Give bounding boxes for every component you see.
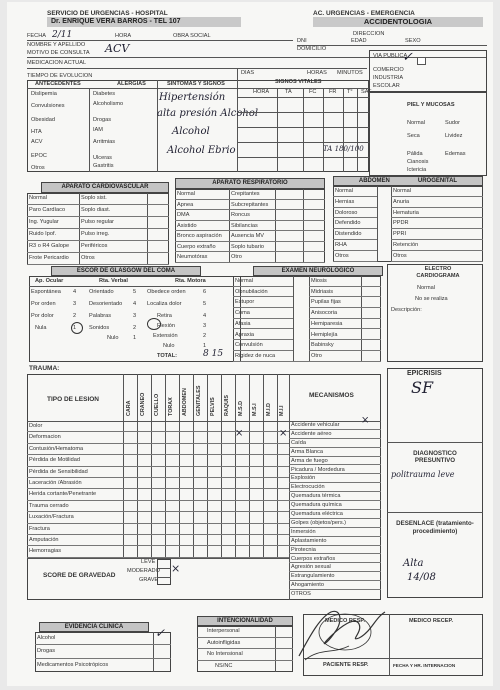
tipo-lesion-header: TIPO DE LESION — [47, 396, 100, 403]
glasgow-ocular-item: Espontánea — [31, 289, 61, 295]
cardio-title: APARATO CARDIOVASCULAR — [41, 182, 169, 193]
comercio-label: COMERCIO — [373, 67, 404, 73]
urogenital-item: PPRI — [391, 229, 483, 240]
neuro-item: Hemiplejía — [309, 330, 381, 341]
edad-label: EDAD — [351, 38, 367, 44]
cardio-item: Ing. Yugular — [27, 217, 79, 229]
mecanismo-row: Electrocución — [289, 483, 381, 492]
neuro-item: Afasia — [233, 319, 293, 330]
region-header: RAQUIS — [224, 395, 230, 416]
neuro-item: Anisocoria — [309, 308, 381, 319]
sv-col: TA — [285, 89, 292, 95]
lesion-row: Trauma cerrado — [27, 501, 289, 512]
mecanismo-row: Estrangulamiento — [289, 572, 381, 581]
glasgow-ocular-item: Por dolor — [31, 313, 54, 319]
hospital-service-title: SERVICIO DE URGENCIAS - HOSPITAL — [47, 10, 168, 17]
antecedente-item: EPOC — [31, 153, 47, 159]
intencionalidad-item: Autoinfligidas — [197, 638, 293, 650]
sv-col: T° — [347, 89, 353, 95]
trauma-title: TRAUMA: — [29, 365, 60, 372]
antecedente-item: Gastritis — [93, 163, 114, 169]
intencionalidad-item: NS/NC — [215, 662, 233, 669]
signature-image — [289, 598, 399, 664]
intencionalidad-item: No Intensional — [197, 649, 293, 661]
glasgow-motora-item: Localiza dolor — [147, 301, 182, 307]
cardio-item: Ruido Ipof. — [27, 229, 79, 241]
hora-label: HORA — [115, 33, 132, 39]
region-header: M.I.D — [266, 403, 272, 416]
lesion-row: Luxación/Fractura — [27, 512, 289, 523]
hand-desenlace: Alta — [403, 558, 424, 569]
neuro-item: Obnubilación — [233, 287, 293, 298]
score-level: LEVE — [141, 559, 156, 565]
glasgow-score: 3 — [203, 323, 207, 329]
resp-item: Normal — [175, 189, 229, 200]
glasgow-col: Rta. Verbal — [99, 278, 128, 284]
resp-item: Subcrepitantes — [229, 200, 325, 211]
urogenital-title: UROGENITAL — [417, 178, 458, 184]
glasgow-score: 1 — [73, 325, 77, 331]
piel-item: Edemas — [445, 151, 466, 157]
medico-resp-label: MEDICO RESP. — [325, 618, 365, 624]
via-publica-label: VIA PUBLICA — [373, 53, 408, 59]
fecha-internacion-label: FECHA Y HR. INTERNACION — [393, 663, 456, 668]
piel-item: Normal — [407, 120, 426, 126]
region-header: M.S.I — [252, 403, 258, 416]
mecanismo-row: Golpes (objetos/pers.) — [289, 519, 381, 528]
antecedente-item: Obesidad — [31, 117, 55, 123]
glasgow-verbal-item: Palabras — [89, 313, 112, 319]
resp-item: Cuerpo extraño — [175, 242, 229, 253]
glasgow-score: 5 — [203, 301, 207, 307]
mecanismo-row: Agresión sexual — [289, 563, 381, 572]
glasgow-verbal-item: Nulo — [107, 335, 119, 341]
glasgow-title: ESCOR DE GLASGOW DEL COMA — [51, 266, 201, 276]
mecanismo-row: Aplastamiento — [289, 537, 381, 546]
mecanismo-row: Accidente aéreo — [289, 430, 381, 439]
antecedentes-header: ANTECEDENTES — [35, 81, 81, 87]
piel-item: Cianosis — [407, 159, 429, 165]
glasgow-score: 6 — [203, 289, 207, 295]
intencionalidad-title: INTENCIONALIDAD — [197, 616, 293, 626]
right-column-box — [387, 368, 483, 598]
medicacion-label: MEDICACION ACTUAL — [27, 60, 87, 66]
glasgow-motora-item: Extensión — [153, 333, 178, 339]
urogenital-item: Retención — [391, 240, 483, 251]
direccion-label: DIRECCION — [353, 31, 385, 37]
neuro-item: Miosis — [309, 276, 381, 287]
glasgow-col: Rta. Motora — [175, 278, 206, 284]
piel-item: Seca — [407, 133, 420, 139]
dias-label: DIAS — [241, 70, 255, 76]
resp-item: Roncus — [229, 210, 325, 221]
glasgow-score: 2 — [73, 313, 77, 319]
hand-via-check: ✓ — [402, 50, 413, 65]
urogenital-item: Otros — [391, 251, 483, 262]
alergias-header: ALERGIAS — [117, 81, 146, 87]
region-header: CARA — [126, 400, 132, 416]
hand-sintoma: Hipertensión — [159, 92, 226, 103]
mecanismo-row: Inmersión — [289, 528, 381, 537]
score-level: MODERADO — [127, 568, 160, 574]
abdomen-urogenital-title — [333, 176, 483, 186]
neuro-item: Rigidez de nuca — [233, 351, 309, 362]
resp-item: Ausencia MV — [229, 231, 325, 242]
epicrisis-title: EPICRISIS — [407, 370, 442, 377]
sexo-label: SEXO — [405, 38, 421, 44]
antecedente-item: Convulsiones — [31, 103, 65, 109]
antecedente-item: Ulceras — [93, 155, 112, 161]
region-header: TORAX — [168, 397, 174, 416]
mecanismo-row: Cuerpos extraños — [289, 555, 381, 564]
lesion-row: Pérdida de Motilidad — [27, 455, 289, 466]
antecedente-item: ACV — [31, 139, 43, 145]
neuro-item: Otro — [309, 351, 381, 362]
piel-title: PIEL Y MUCOSAS — [407, 102, 455, 108]
glasgow-motora-item: Obedece orden — [147, 289, 186, 295]
abdomen-item: Doloroso — [333, 208, 377, 219]
hand-epicrisis: SF — [411, 378, 434, 397]
electro-item: No se realiza — [415, 296, 448, 302]
neuro-item: Babinsky — [309, 340, 381, 351]
abdomen-item: Otros — [333, 251, 377, 262]
urogenital-item: Anuria — [391, 197, 483, 208]
hand-circle — [71, 322, 83, 334]
neuro-item: Convulsión — [233, 340, 293, 351]
antecedente-item: Drogas — [93, 117, 112, 123]
resp-item: Apnea — [175, 200, 229, 211]
antecedente-item: Diabetes — [93, 91, 116, 97]
mecanismo-row: Ahogamiento — [289, 581, 381, 590]
cardio-item: Paro Cardíaco — [27, 205, 79, 217]
piel-item: Ictericia — [407, 167, 427, 173]
resp-item: Crepitantes — [229, 189, 325, 200]
sv-col: FC — [309, 89, 317, 95]
glasgow-score: 2 — [133, 325, 137, 331]
neuro-item: Midriasis — [309, 287, 381, 298]
glasgow-ocular-item: Nula — [35, 325, 47, 331]
hand-check-mark: ✓ — [155, 626, 166, 640]
neuro-item: Apraxia — [233, 330, 293, 341]
mecanismo-row: Explosión — [289, 474, 381, 483]
glasgow-score: 1 — [203, 343, 207, 349]
resp-item: Asistido — [175, 221, 229, 232]
glasgow-score: 3 — [73, 301, 77, 307]
hand-diagnostico: politrauma leve — [391, 470, 455, 479]
lesion-row: Dolor — [27, 421, 289, 432]
obra-social-label: OBRA SOCIAL — [173, 33, 211, 39]
neuro-item: Hemiparesia — [309, 319, 381, 330]
minutos-label: MINUTOS — [337, 70, 363, 76]
motivo-label: MOTIVO DE CONSULTA — [27, 50, 90, 56]
cardio-item: Soplo diast. — [79, 205, 169, 217]
glasgow-score: 4 — [133, 301, 137, 307]
lesion-row: Fractura — [27, 524, 289, 535]
neuro-title: EXAMEN NEUROLOGICO — [253, 266, 383, 276]
glasgow-verbal-item: Sonidos — [89, 325, 110, 331]
glasgow-motora-item: Nulo — [163, 343, 175, 349]
glasgow-motora-item: Retira — [157, 313, 172, 319]
cardio-item: Frote Pericardio — [27, 253, 79, 265]
abdomen-item: RHA — [333, 240, 377, 251]
escolar-label: ESCOLAR — [373, 83, 400, 89]
resp-item: Soplo tubario — [229, 242, 325, 253]
mecanismo-row: Caída — [289, 439, 381, 448]
electro-item: Descripción: — [391, 307, 422, 313]
region-header: GENITALES — [196, 385, 202, 416]
hand-desenlace: 14/08 — [407, 572, 436, 583]
evidencia-title: EVIDENCIA CLINICA — [39, 622, 149, 632]
glasgow-ocular-item: Por orden — [31, 301, 56, 307]
hand-x-mark: × — [171, 562, 181, 575]
dni-label: DNI — [297, 38, 307, 44]
neuro-item: Pupilas fijas — [309, 297, 381, 308]
antecedente-item: Dislipemia — [31, 91, 57, 97]
hand-circle — [147, 318, 161, 330]
domicilio-label: DOMICILIO — [297, 46, 327, 52]
glasgow-score: 4 — [203, 313, 207, 319]
hand-sintoma: alta presión Alcohol — [157, 108, 259, 119]
lesion-row: Amputación — [27, 535, 289, 546]
lesion-row: Deformacion — [27, 432, 289, 443]
urogenital-item: Normal — [391, 186, 483, 197]
urogenital-item: Hematuria — [391, 208, 483, 219]
desenlace-title: DESENLACE (tratamiento- procedimiento) — [396, 520, 474, 535]
respiratorio-title: APARATO RESPIRATORIO — [175, 178, 325, 189]
glasgow-total-value: 8 15 — [203, 349, 224, 359]
industria-label: INDUSTRIA — [373, 75, 404, 81]
antecedente-item: Alcoholismo — [93, 101, 124, 107]
cardio-item: Periféricos — [79, 241, 169, 253]
mecanismos-header: MECANISMOS — [309, 392, 354, 399]
resp-item: Otro — [229, 252, 325, 263]
form-area-title: AC. URGENCIAS - EMERGENCIA — [313, 10, 415, 17]
hand-sintoma: Alcohol Ebrio — [167, 145, 236, 156]
sv-col: SAT — [361, 89, 372, 95]
cardio-item: Normal — [27, 193, 79, 205]
piel-item: Sudor — [445, 120, 460, 126]
region-header: CUELLO — [154, 393, 160, 416]
abdomen-item: Normal — [333, 186, 377, 197]
glasgow-score: 5 — [133, 289, 137, 295]
score-level: GRAVE — [139, 577, 159, 583]
glasgow-score: 4 — [73, 289, 77, 295]
abdomen-item: Defendido — [333, 218, 377, 229]
sv-col: FR — [329, 89, 337, 95]
region-header: M.S.D — [238, 401, 244, 416]
glasgow-total-label: TOTAL: — [157, 353, 177, 359]
glasgow-col: Ap. Ocular — [35, 278, 64, 284]
mecanismo-row: Accidente vehicular — [289, 421, 381, 430]
mecanismo-row: Pirotecnia — [289, 546, 381, 555]
hand-x-mark: × — [361, 415, 370, 426]
form-area-subtitle: ACCIDENTOLOGIA — [313, 17, 483, 27]
lesion-row: Pérdida de Sensibilidad — [27, 467, 289, 478]
cardio-item: Otros — [79, 253, 169, 265]
urogenital-item: PPDR — [391, 218, 483, 229]
antecedente-item: HTA — [31, 129, 42, 135]
antecedente-item: Otros — [31, 165, 45, 171]
glasgow-score: 1 — [133, 335, 137, 341]
region-header: ABDOMEN — [182, 388, 188, 416]
resp-item: DMA — [175, 210, 229, 221]
medico-recep-label: MEDICO RECEP. — [409, 618, 454, 624]
emergency-form-page — [7, 2, 493, 686]
neuro-item: Estupor — [233, 297, 293, 308]
hand-fecha: 2/11 — [52, 30, 73, 40]
tiempo-label: TIEMPO DE EVOLUCION — [27, 73, 93, 79]
score-title: SCORE DE GRAVEDAD — [43, 572, 116, 579]
horas-label: HORAS — [307, 70, 327, 76]
evidencia-item: Medicamentos Psicotrópicos — [37, 661, 109, 668]
electro-item: Normal — [417, 285, 436, 291]
signos-vitales-title: SIGNOS VITALES — [275, 79, 322, 85]
hand-x-mark: × — [279, 428, 288, 439]
evidencia-item: Drogas — [35, 645, 171, 658]
cardio-item: Soplo sist. — [79, 193, 169, 205]
cardio-item: Pulso irreg. — [79, 229, 169, 241]
diagnostico-title: DIAGNOSTICO PRESUNTIVO — [413, 450, 457, 464]
mecanismo-row: Quemadura química — [289, 501, 381, 510]
lesion-row: Laceración /Abrasión — [27, 478, 289, 489]
electro-title: ELECTRO CARDIOGRAMA — [416, 266, 460, 279]
hand-vitals: TA 180/100 — [323, 145, 364, 153]
glasgow-verbal-item: Desorientado — [89, 301, 123, 307]
intencionalidad-item: Interpersonal — [197, 626, 293, 638]
neuro-item: Normal — [233, 276, 293, 287]
region-header: PELVIS — [210, 397, 216, 416]
region-header: CRANEO — [140, 392, 146, 416]
resp-item: Bronco aspiración — [175, 231, 229, 242]
abdomen-title: ABDOMEN — [358, 178, 390, 184]
neuro-item: Coma — [233, 308, 293, 319]
mecanismo-row: Quemadura eléctrica — [289, 510, 381, 519]
mecanismo-row: Arma Blanca — [289, 448, 381, 457]
cardio-item: Pulso regular — [79, 217, 169, 229]
hospital-name: Dr. ENRIQUE VERA BARROS - TEL 107 — [47, 17, 241, 27]
nombre-label: NOMBRE Y APELLIDO — [27, 42, 86, 48]
score-checkboxes[interactable] — [157, 559, 171, 585]
piel-item: Lividez — [445, 133, 463, 139]
mecanismo-row: Picadura / Mordedura — [289, 466, 381, 475]
evidencia-item: Alcohol — [35, 632, 171, 645]
glasgow-score: 3 — [133, 313, 137, 319]
lesion-row: Hemorragias — [27, 546, 289, 557]
glasgow-score: 2 — [203, 333, 207, 339]
via-publica-checkbox[interactable] — [417, 57, 426, 65]
abdomen-item: Distendido — [333, 229, 377, 240]
glasgow-motora-item: Flexión — [157, 323, 176, 329]
sintomas-header: SINTOMAS Y SIGNOS — [167, 81, 225, 87]
antecedente-item: IAM — [93, 127, 103, 133]
fecha-label: FECHA — [27, 33, 46, 39]
mecanismo-row: OTROS — [291, 591, 311, 598]
cardio-item: R3 o R4 Galope — [27, 241, 79, 253]
region-header: M.I.I — [279, 405, 285, 416]
resp-item: Neumotórax — [175, 252, 229, 263]
sv-col: HORA — [253, 89, 270, 95]
piel-item: Pálida — [407, 151, 423, 157]
antecedente-item: Arritmias — [93, 139, 116, 145]
mecanismo-row: Arma de fuego — [289, 457, 381, 466]
mecanismo-row: Quemadura térmica — [289, 492, 381, 501]
lesion-row: Herida cortante/Penetrante — [27, 489, 289, 500]
hand-sintoma: Alcohol — [172, 126, 210, 137]
paciente-resp-label: PACIENTE RESP. — [323, 662, 369, 668]
resp-item: Sibilancias — [229, 221, 325, 232]
abdomen-item: Hernias — [333, 197, 377, 208]
hand-x-mark: × — [235, 428, 244, 439]
hand-motivo: ACV — [105, 42, 130, 55]
lesion-row: Contusión/Hematoma — [27, 444, 289, 455]
glasgow-verbal-item: Orientado — [89, 289, 114, 295]
